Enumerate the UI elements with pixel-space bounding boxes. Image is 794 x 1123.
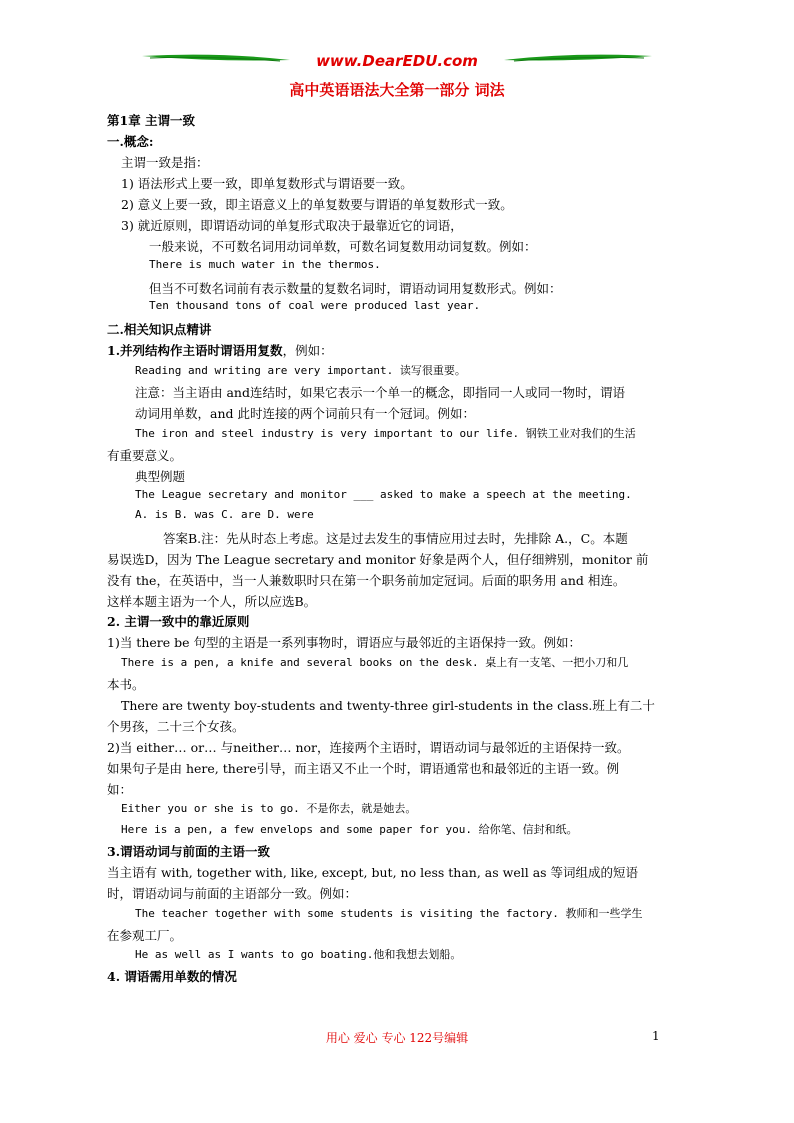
text-line	[121, 153, 209, 171]
text-line-suffix: ，例如：	[282, 343, 333, 358]
text-line-content: 2)当 either… or… 与neither… nor，连接两个主语时，谓语动词与最邻近的主语保持一致。	[107, 740, 630, 755]
text-line	[121, 800, 416, 816]
text-line-content: 注意：当主语由 and连结时，如果它表示一个单一的概念，即指同一人或同一物时，谓语	[135, 385, 625, 400]
section-heading	[107, 132, 153, 150]
text-line-content: 个男孩，二十三个女孩。	[107, 719, 245, 734]
text-line	[135, 383, 625, 401]
text-line	[121, 216, 463, 234]
text-line	[135, 508, 314, 521]
text-line-content: 没有 the，在英语中，当一人兼数职时只在第一个职务前加定冠词。后面的职务用 and 相连。	[107, 573, 626, 588]
text-line-content: 一般来说，不可数名词用动词单数，可数名词复数用动词复数。例如：	[149, 239, 537, 254]
text-line	[163, 529, 628, 547]
text-line-content: 1.并列结构作主语时谓语用复数	[107, 343, 283, 358]
text-line-content: 有重要意义。	[107, 448, 183, 463]
text-line-content: Ten thousand tons of coal were produced last year.	[149, 299, 481, 312]
text-line-content: 本书。	[107, 677, 145, 692]
text-line-content: 时，谓语动词与前面的主语部分一致。例如：	[107, 886, 358, 901]
text-line-content: 4. 谓语需用单数的情况	[107, 969, 237, 984]
text-line	[149, 237, 537, 255]
text-line-content: 二.相关知识点精讲	[107, 322, 212, 337]
text-line-content: 典型例题	[135, 469, 186, 484]
text-line-content: 答案B.注：先从时态上考虑。这是过去发生的事情应用过去时，先排除 A.，C。本题	[163, 531, 628, 546]
text-line-content: There is much water in the thermos.	[149, 258, 381, 271]
text-line	[149, 279, 562, 297]
text-line	[107, 675, 145, 693]
text-line-content: 但当不可数名词前有表示数量的复数名词时，谓语动词用复数形式。例如：	[149, 281, 562, 296]
text-line	[135, 362, 466, 378]
text-line	[107, 863, 638, 881]
section-heading	[107, 842, 270, 860]
text-line-content: 3.谓语动词与前面的主语一致	[107, 844, 271, 859]
text-line-content: 3) 就近原则，即谓语动词的单复形式取决于最靠近它的词语，	[121, 218, 463, 233]
section-heading	[107, 341, 333, 359]
text-line	[107, 592, 316, 610]
text-line-content: He as well as I wants to go boating.他和我想去划船。	[135, 948, 462, 961]
text-line-content: 主谓一致是指：	[121, 155, 209, 170]
text-line-content: 如果句子是由 here, there引导，而主语又不止一个时，谓语通常也和最邻近的主语一致。例	[107, 761, 620, 776]
text-line	[107, 446, 182, 464]
text-line-content: 第1章 主谓一致	[107, 113, 196, 128]
text-line-content: A. is B. was C. are D. were	[135, 508, 314, 521]
text-line	[121, 654, 628, 670]
section-heading	[107, 612, 249, 630]
text-line	[107, 571, 625, 589]
text-line	[121, 195, 513, 213]
text-line-content: 1) 语法形式上要一致，即单复数形式与谓语要一致。	[121, 176, 413, 191]
section-heading	[107, 111, 195, 129]
text-line	[121, 174, 413, 192]
text-line-content: Reading and writing are very important. 读写很重要。	[135, 364, 466, 377]
text-line	[135, 946, 461, 962]
text-line-content: 一.概念:	[107, 134, 154, 149]
text-line-content: The teacher together with some students is visiting the factory. 教师和一些学生	[135, 907, 643, 920]
text-line	[135, 467, 185, 485]
text-line-content: The League secretary and monitor ___ asked to make a speech at the meeting.	[135, 488, 632, 501]
text-line-content: 这样本题主语为一个人，所以应选B。	[107, 594, 317, 609]
text-line	[149, 299, 480, 312]
text-line	[107, 759, 619, 777]
text-line-content: There is a pen, a knife and several books on the desk. 桌上有一支笔、一把小刀和几	[121, 656, 629, 669]
section-heading	[107, 967, 237, 985]
text-line-content: 2) 意义上要一致，即主语意义上的单复数要与谓语的单复数形式一致。	[121, 197, 513, 212]
text-line	[135, 488, 632, 501]
text-line-content: 如：	[107, 782, 133, 797]
text-line-content: The iron and steel industry is very important to our life. 钢铁工业对我们的生活	[135, 427, 636, 440]
text-line	[135, 425, 636, 441]
text-line-content: 在参观工厂。	[107, 928, 183, 943]
footer-text: 用心 爱心 专心 122号编辑	[325, 1031, 469, 1045]
text-line	[121, 821, 578, 837]
text-line-content: 动词用单数，and 此时连接的两个词前只有一个冠词。例如：	[135, 406, 475, 421]
text-line	[149, 258, 381, 271]
text-line	[107, 717, 245, 735]
site-logo-text[interactable]: www.DearEDU.com	[316, 52, 478, 70]
text-line	[135, 404, 475, 422]
text-line	[107, 738, 630, 756]
text-line	[107, 780, 132, 798]
text-line-content: 1)当 there be 句型的主语是一系列事物时，谓语应与最邻近的主语保持一致。例如：	[107, 635, 581, 650]
text-line	[135, 905, 642, 921]
text-line	[107, 633, 581, 651]
text-line-content: 当主语有 with, together with, like, except, but, no less than, as well as 等词组成的短语	[107, 865, 639, 880]
text-line-content: Here is a pen, a few envelops and some paper for you. 给你笔、信封和纸。	[121, 823, 578, 836]
text-line-content: There are twenty boy-students and twenty-three girl-students in the class.班上有二十	[121, 698, 655, 713]
text-line	[107, 926, 182, 944]
text-line	[107, 550, 648, 568]
page-title: 高中英语语法大全第一部分 词法	[289, 81, 505, 99]
page-number: 1	[652, 1029, 660, 1043]
text-line-content: Either you or she is to go. 不是你去，就是她去。	[121, 802, 417, 815]
text-line	[107, 884, 357, 902]
text-line-content: 2. 主谓一致中的靠近原则	[107, 614, 250, 629]
text-line	[121, 696, 655, 714]
text-line-content: 易误选D，因为 The League secretary and monitor 好象是两个人，但仔细辨别，monitor 前	[107, 552, 649, 567]
section-heading	[107, 320, 211, 338]
